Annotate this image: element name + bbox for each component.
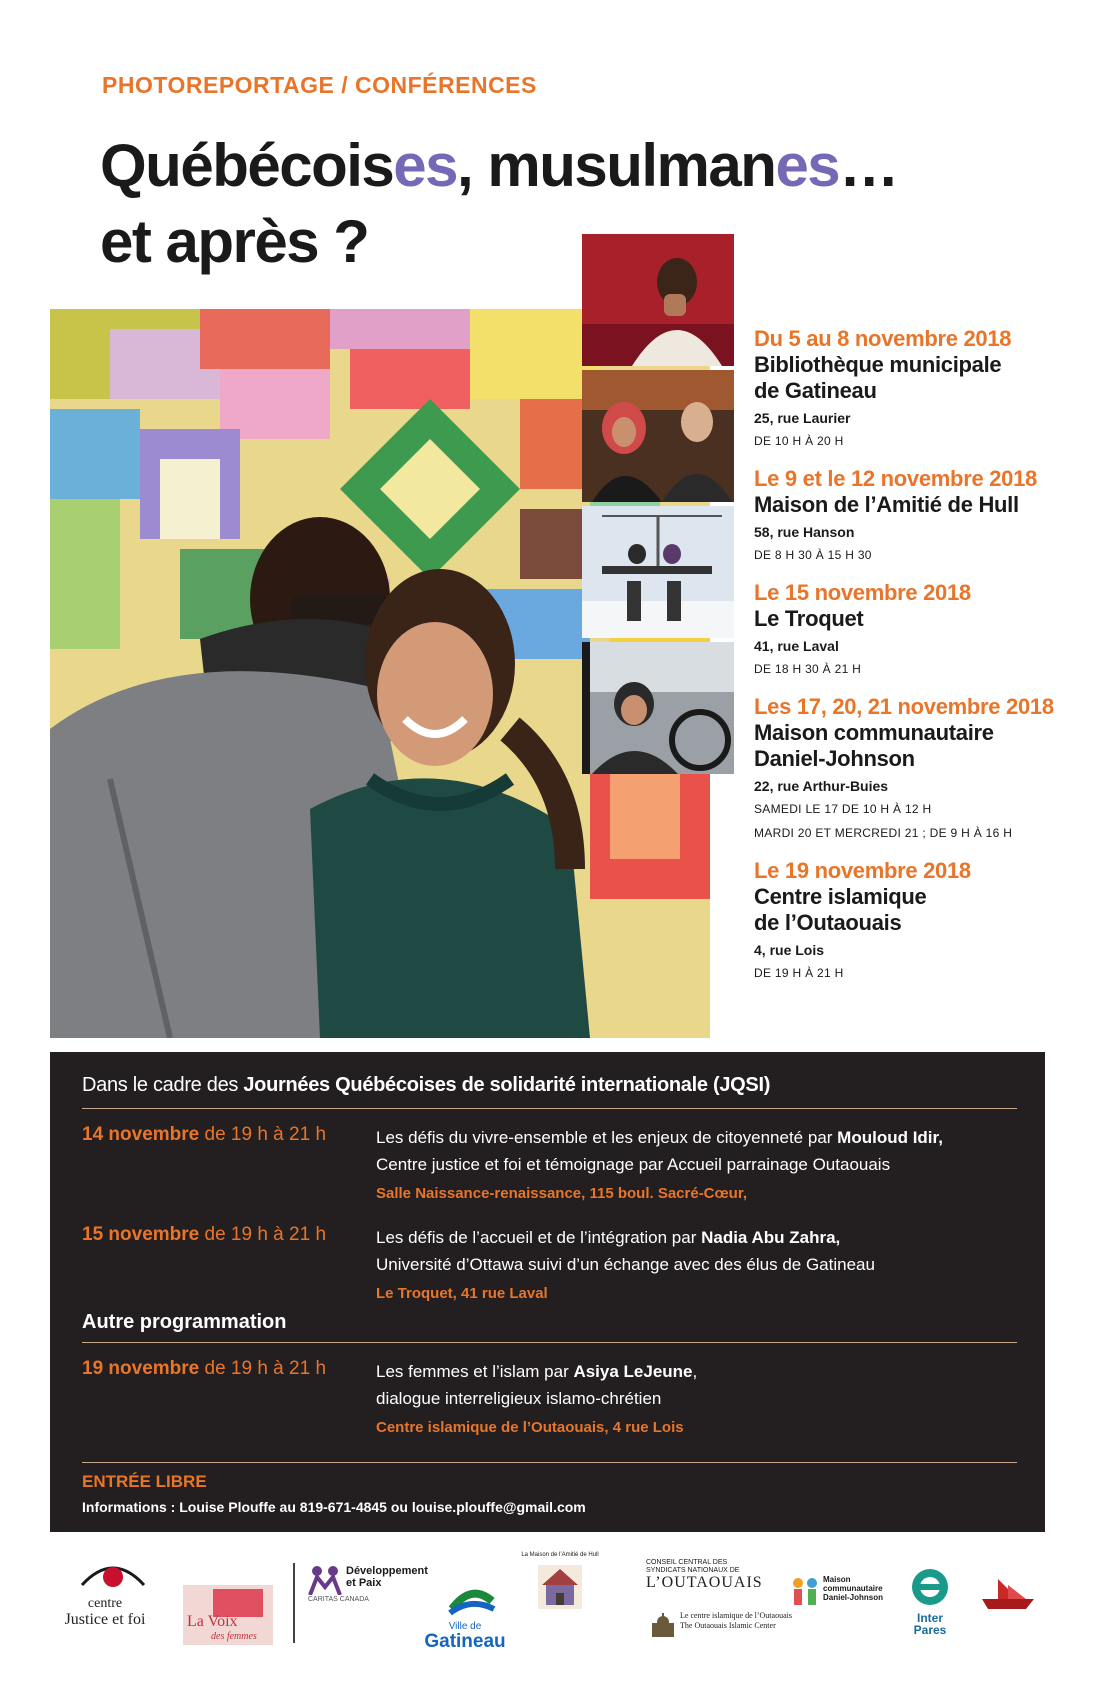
event-date: Le 19 novembre 2018 bbox=[754, 858, 971, 883]
event-item bbox=[754, 466, 1084, 564]
event-venue: Daniel-Johnson bbox=[754, 746, 915, 771]
people-icon bbox=[308, 1565, 342, 1595]
inter-pares-icon bbox=[910, 1567, 950, 1607]
event-address: 58, rue Hanson bbox=[754, 524, 855, 540]
event-hours: SAMEDI LE 17 DE 10 H À 12 H bbox=[754, 802, 932, 816]
event-item bbox=[754, 326, 1084, 450]
conference-date: 14 novembre de 19 h à 21 h bbox=[82, 1124, 327, 1145]
free-entry: ENTRÉE LIBRE bbox=[82, 1472, 207, 1491]
event-date: Le 15 novembre 2018 bbox=[754, 580, 971, 605]
event-address: 25, rue Laurier bbox=[754, 410, 851, 426]
photo-conversation bbox=[582, 370, 734, 502]
logo-conseil-central-outaouais: CONSEIL CENTRAL DES SYNDICATS NATIONAUX DE L’OUTAOUAIS bbox=[646, 1559, 763, 1591]
event-hours: DE 19 H À 21 H bbox=[754, 966, 844, 980]
ship-icon bbox=[978, 1575, 1038, 1615]
event-venue: Maison communautaire bbox=[754, 720, 994, 745]
conference-desc: Les défis de l’accueil et de l’intégration par Nadia Abu Zahra, Université d’Ottawa suivi d’un échange avec des élus de Gatineau Le Troquet, 41 rue Laval bbox=[376, 1224, 1016, 1307]
conference-date: 15 novembre de 19 h à 21 h bbox=[82, 1224, 327, 1245]
logo-la-voix-des-femmes: La Voix des femmes bbox=[183, 1585, 273, 1645]
mosque-icon bbox=[650, 1611, 676, 1637]
conference-location: Centre islamique de l’Outaouais, 4 rue Lois bbox=[376, 1419, 684, 1436]
event-date: Le 9 et le 12 novembre 2018 bbox=[754, 466, 1037, 491]
event-item bbox=[754, 694, 1084, 842]
gatineau-icon bbox=[446, 1587, 496, 1617]
intro-bold: Journées Québécoises de solidarité internationale (JQSI) bbox=[243, 1074, 771, 1096]
logo-centre-justice-foi: centre Justice et foi bbox=[50, 1555, 160, 1628]
event-venue: Le Troquet bbox=[754, 606, 864, 631]
logo-maison-amitie-hull: La Maison de l’Amitié de Hull bbox=[520, 1551, 600, 1614]
partner-logos bbox=[50, 1545, 1050, 1695]
events-list bbox=[754, 326, 1084, 998]
kids-icon bbox=[790, 1575, 820, 1609]
program-intro bbox=[82, 1074, 770, 1097]
event-hours: DE 10 H À 20 H bbox=[754, 434, 844, 448]
title-accent: es bbox=[775, 132, 840, 199]
speaker-name: Asiya LeJeune bbox=[573, 1362, 693, 1381]
event-venue: de Gatineau bbox=[754, 378, 877, 403]
logo-centre-islamique: Le centre islamique de l’Outaouais The Outaouais Islamic Center bbox=[650, 1611, 800, 1637]
divider bbox=[82, 1342, 1017, 1343]
logo-inter-pares: Inter Pares bbox=[900, 1567, 960, 1636]
title-accent: es bbox=[393, 132, 458, 199]
event-item bbox=[754, 580, 1084, 678]
page-title bbox=[100, 128, 898, 280]
title-text: … bbox=[839, 132, 898, 199]
speaker-name: Nadia Abu Zahra, bbox=[701, 1228, 841, 1247]
event-hours: DE 18 H 30 À 21 H bbox=[754, 662, 862, 676]
intro-text: Dans le cadre des bbox=[82, 1074, 244, 1096]
logo-ville-gatineau: Ville de Gatineau bbox=[420, 1587, 510, 1652]
title-text: , musulman bbox=[457, 132, 776, 199]
event-date: Les 17, 20, 21 novembre 2018 bbox=[754, 694, 1054, 719]
event-address: 4, rue Lois bbox=[754, 942, 825, 958]
divider bbox=[82, 1108, 1017, 1109]
title-text: Québécois bbox=[100, 132, 394, 199]
conference-date: 19 novembre de 19 h à 21 h bbox=[82, 1358, 327, 1379]
photo-prayer bbox=[582, 234, 734, 366]
house-icon bbox=[538, 1565, 582, 1609]
eye-icon bbox=[78, 1555, 148, 1591]
contact-info: Informations : Louise Plouffe au 819-671-4845 ou louise.plouffe@gmail.com bbox=[82, 1499, 586, 1515]
conference-desc: Les femmes et l’islam par Asiya LeJeune, dialogue interreligieux islamo-chrétien Centre islamique de l’Outaouais, 4 rue Lois bbox=[376, 1358, 1016, 1441]
conference-location: Salle Naissance-renaissance, 115 boul. Sacré-Cœur, bbox=[376, 1185, 748, 1202]
event-hours: DE 8 H 30 À 15 H 30 bbox=[754, 548, 872, 562]
event-venue: Bibliothèque municipale bbox=[754, 352, 1002, 377]
event-venue: Centre islamique bbox=[754, 884, 927, 909]
title-line-1 bbox=[100, 128, 898, 204]
divider bbox=[82, 1462, 1017, 1463]
event-venue: de l’Outaouais bbox=[754, 910, 902, 935]
event-hours: MARDI 20 ET MERCREDI 21 ; DE 9 H À 16 H bbox=[754, 826, 1013, 840]
event-date: Du 5 au 8 novembre 2018 bbox=[754, 326, 1012, 351]
divider bbox=[293, 1563, 295, 1643]
logo-red-ship bbox=[978, 1575, 1038, 1615]
logo-maison-communautaire: Maison communautaire Daniel-Johnson bbox=[790, 1575, 890, 1609]
section-kicker: PHOTOREPORTAGE / CONFÉRENCES bbox=[102, 72, 537, 98]
other-program-title: Autre programmation bbox=[82, 1311, 287, 1333]
conference-desc: Les défis du vivre-ensemble et les enjeux de citoyenneté par Mouloud Idir, Centre justice et foi et témoignage par Accueil parrainage Outaouais Salle Naissance-renaissance, 115 boul. Sacré-Cœur, bbox=[376, 1124, 1016, 1207]
program-panel bbox=[50, 1052, 1045, 1532]
title-line-2: et après ? bbox=[100, 208, 369, 275]
conference-location: Le Troquet, 41 rue Laval bbox=[376, 1285, 548, 1302]
photo-ski-lift bbox=[582, 506, 734, 638]
photo-bus-driver bbox=[582, 642, 734, 774]
photo-strip bbox=[582, 234, 734, 778]
event-item bbox=[754, 858, 1084, 982]
event-address: 41, rue Laval bbox=[754, 638, 839, 654]
event-address: 22, rue Arthur-Buies bbox=[754, 778, 889, 794]
speaker-name: Mouloud Idir, bbox=[837, 1128, 943, 1147]
event-venue: Maison de l’Amitié de Hull bbox=[754, 492, 1019, 517]
logo-developpement-paix: Développement et Paix CARITAS CANADA bbox=[308, 1565, 428, 1603]
